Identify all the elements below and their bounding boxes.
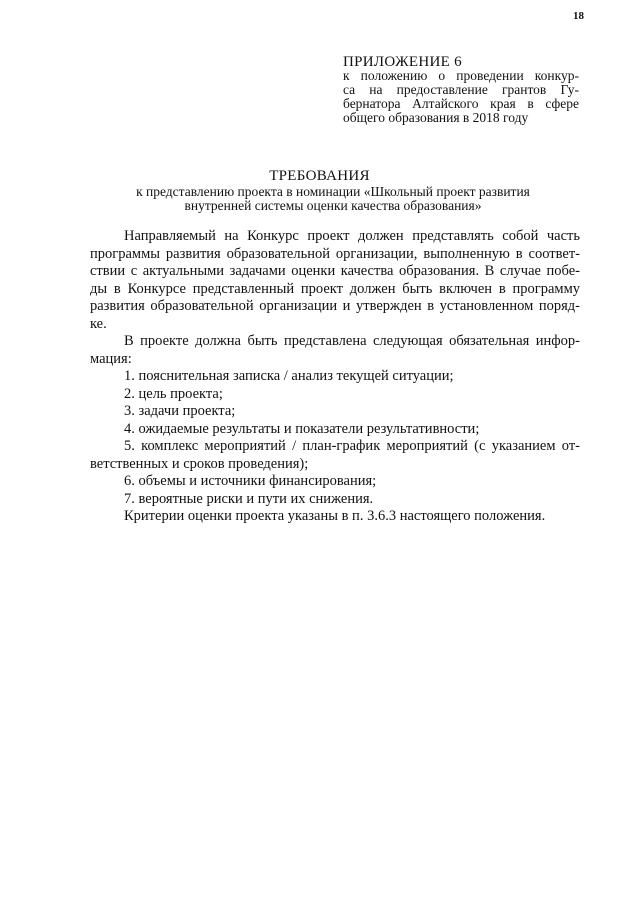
appendix-line: к положению о проведении конкур-: [343, 68, 579, 83]
list-item: 1. пояснительная записка / анализ текущей ситуации;: [124, 368, 454, 384]
list-item-continuation: ветственных и сроков проведения);: [90, 455, 309, 472]
list-item: 6. объемы и источники финансирования;: [124, 473, 377, 489]
appendix-line: бернатора Алтайского края в сфере: [343, 96, 579, 111]
appendix-line: общего образования в 2018 году: [343, 110, 529, 125]
list-item: 7. вероятные риски и пути их снижения.: [124, 490, 374, 507]
text-line: В проекте должна быть представлена следующая обязательная инфор-: [124, 333, 580, 349]
appendix-title: ПРИЛОЖЕНИЕ 6: [343, 54, 462, 70]
page-number: 18: [573, 10, 584, 22]
text-line: мация:: [90, 350, 132, 367]
closing-text: Критерии оценки проекта указаны в п. 3.6.3 настоящего положения.: [124, 508, 546, 524]
text-line: ды в Конкурсе представленный проект должен быть включен в программу: [90, 280, 580, 297]
document-body: [90, 228, 580, 526]
text-line: ке.: [90, 315, 107, 332]
subtitle-line: к представлению проекта в номинации «Школьный проект развития: [136, 184, 530, 199]
subtitle-line: внутренней системы оценки качества образования»: [184, 198, 482, 213]
text-line: программы развития образовательной организации, выполненную в соответ-: [90, 245, 580, 262]
list-item: 2. цель проекта;: [124, 385, 223, 402]
paragraph-intro: [90, 228, 580, 333]
appendix-line: са на предоставление грантов Гу-: [343, 82, 579, 97]
list-item: 5. комплекс мероприятий / план-график мероприятий (с указанием от-: [124, 438, 580, 454]
list-item: 4. ожидаемые результаты и показатели результативности;: [124, 420, 480, 437]
document-subtitle: [90, 185, 576, 213]
paragraph-requirements: [90, 333, 580, 368]
appendix-block: [343, 55, 579, 125]
list-item: 3. задачи проекта;: [124, 403, 236, 419]
document-title: ТРЕБОВАНИЯ: [269, 168, 370, 184]
text-line: развития образовательной организации и утвержден в установленном поряд-: [90, 298, 580, 314]
text-line: Направляемый на Конкурс проект должен представлять собой часть: [124, 228, 580, 244]
requirements-list: [90, 368, 580, 508]
text-line: ствии с актуальными задачами оценки качества образования. В случае побе-: [90, 263, 580, 279]
